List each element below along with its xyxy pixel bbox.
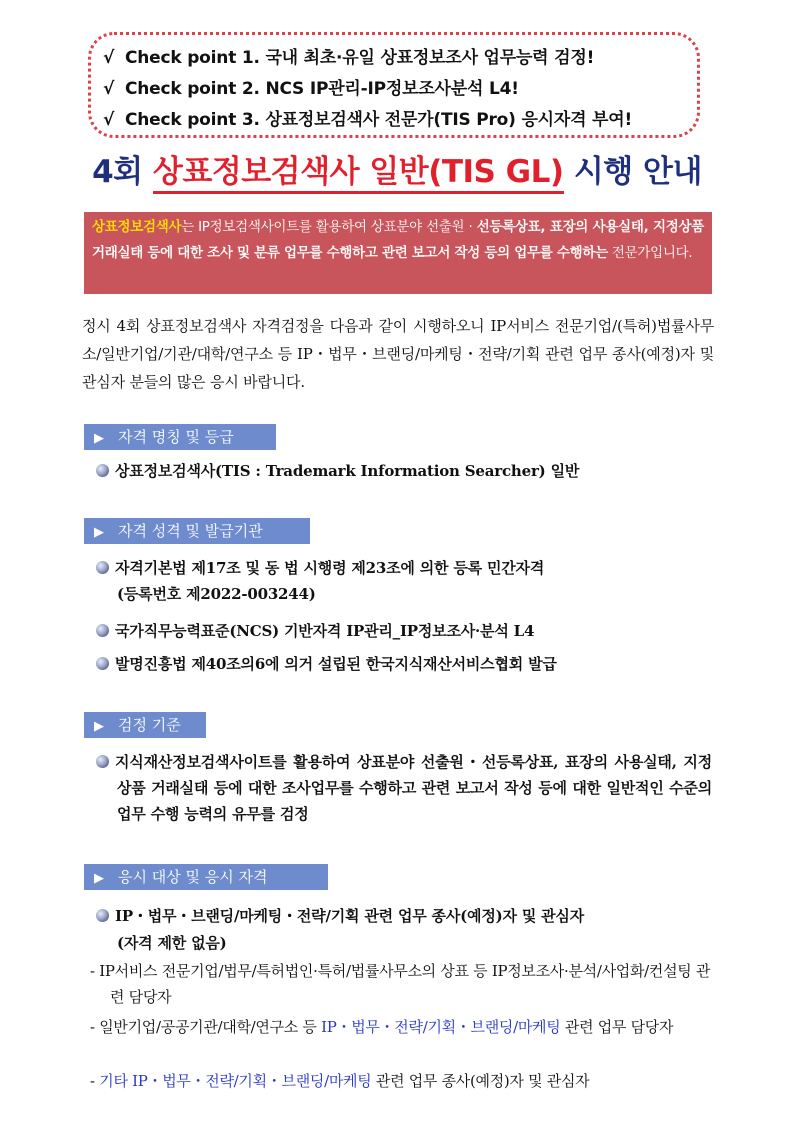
- intro-paragraph: 정시 4회 상표정보검색사 자격검정을 다음과 같이 시행하오니 IP서비스 전문기업/(특허)법률사무소/일반기업/기관/대학/연구소 등 IP・법무・브랜딩/마케팅・전략/기획 관련 업무 종사(예정)자 및 관심자 분들의 많은 응시 바랍니다.: [82, 317, 714, 391]
- check-point-2: √ Check point 2. NCS IP관리-IP정보조사분석 L4!: [103, 74, 697, 105]
- bullet-icon: [96, 755, 109, 768]
- list-item: 발명진흥법 제40조의6에 의거 설립된 한국지식재산서비스협회 발급: [96, 651, 557, 677]
- arrow-right-icon: ▶: [94, 719, 104, 734]
- bullet-icon: [96, 464, 109, 477]
- list-item: IP・법무・브랜딩/마케팅・전략/기획 관련 업무 종사(예정)자 및 관심자: [96, 903, 584, 929]
- check-mark-icon: √: [103, 48, 115, 68]
- list-item-sub: (등록번호 제2022-003244): [117, 585, 316, 603]
- arrow-right-icon: ▶: [94, 525, 104, 540]
- bullet-icon: [96, 657, 109, 670]
- intro-box: 상표정보검색사는 IP정보검색사이트를 활용하여 상표분야 선출원 · 선등록상표, 표장의 사용실태, 지정상품 거래실태 등에 대한 조사 및 분류 업무를 수행하고 관련 보고서 작성 등의 업무를 수행하는 전문가입니다.: [84, 212, 712, 294]
- arrow-right-icon: ▶: [94, 871, 104, 886]
- list-item: 지식재산정보검색사이트를 활용하여 상표분야 선출원・선등록상표, 표장의 사용실태, 지정상품 거래실태 등에 대한 조사업무를 수행하고 관련 보고서 작성 등에 대한 일반적인 수준의 업무 수행 능력의 유무를 검정: [96, 749, 712, 827]
- section-header-exam-criteria: ▶ 검정 기준: [84, 712, 206, 738]
- check-mark-icon: √: [103, 79, 115, 99]
- section-header-qualification-name: ▶ 자격 명칭 및 등급: [84, 424, 276, 450]
- check-point-3: √ Check point 3. 상표정보검색사 전문가(TIS Pro) 응시자격 부여!: [103, 105, 697, 136]
- list-item: 자격기본법 제17조 및 동 법 시행령 제23조에 의한 등록 민간자격: [96, 555, 544, 581]
- dash-item-1: - IP서비스 전문기업/법무/특허법인·특허/법률사무소의 상표 등 IP정보조사·분석/사업화/컨설팅 관련 담당자: [90, 962, 711, 1006]
- check-point-1: √ Check point 1. 국내 최초·유일 상표정보조사 업무능력 검정!: [103, 43, 697, 74]
- list-item-sub: (자격 제한 없음): [117, 934, 227, 952]
- check-points-box: [88, 32, 700, 138]
- title-highlight: 상표정보검색사 일반(TIS GL): [153, 154, 564, 194]
- check-mark-icon: √: [103, 110, 115, 130]
- bullet-icon: [96, 561, 109, 574]
- section-header-eligibility: ▶ 응시 대상 및 응시 자격: [84, 864, 328, 890]
- bullet-icon: [96, 624, 109, 637]
- dash-item-3: - 기타 IP・법무・전략/기획・브랜딩/마케팅 관련 업무 종사(예정)자 및 관심자: [90, 1072, 590, 1090]
- arrow-right-icon: ▶: [94, 431, 104, 446]
- bullet-icon: [96, 909, 109, 922]
- page-title: 4회 상표정보검색사 일반(TIS GL) 시행 안내: [0, 146, 794, 191]
- list-item: 상표정보검색사(TIS : Trademark Information Searcher) 일반: [96, 458, 579, 484]
- section-header-qualification-nature: ▶ 자격 성격 및 발급기관: [84, 518, 310, 544]
- dash-item-2: - 일반기업/공공기관/대학/연구소 등 IP・법무・전략/기획・브랜딩/마케팅 관련 업무 담당자: [90, 1018, 674, 1036]
- list-item: 국가직무능력표준(NCS) 기반자격 IP관리_IP정보조사·분석 L4: [96, 618, 534, 644]
